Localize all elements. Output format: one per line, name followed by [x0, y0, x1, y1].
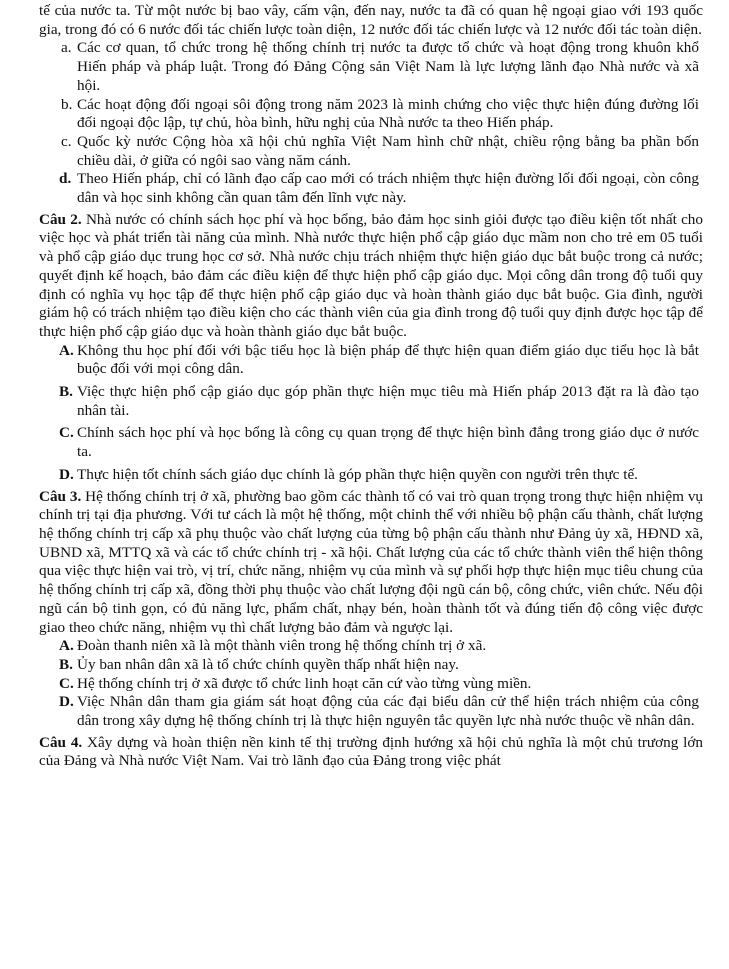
option-label: d. — [59, 170, 72, 188]
option-text: Các cơ quan, tổ chức trong hệ thống chính trị nước ta được tổ chức và hoạt động trong khuôn khổ Hiến pháp và pháp luật. Trong đó Đảng Cộng sản Việt Nam là lực lượng lãnh đạo Nhà nước và xã hội. — [77, 39, 699, 94]
q1-option-b — [39, 96, 703, 133]
option-label: a. — [61, 39, 72, 57]
option-text: Chính sách học phí và học bổng là công cụ quan trọng để thực hiện bình đẳng trong giáo dục ở nước ta. — [77, 424, 699, 461]
question-text: Nhà nước có chính sách học phí và học bổng, bảo đảm học sinh giỏi được tạo điều kiện tốt nhất cho việc học và phát triển tài năng của mình. Nhà nước thực hiện phổ cập giáo dục mầm non cho trẻ em 05 tuổi và phổ cập giáo dục trung học cơ sở. Nhà nước chịu trách nhiệm thực hiện giáo dục bắt buộc trong cả nước; quyết định kế hoạch, bảo đảm các điều kiện để thực hiện phổ cập giáo dục. Mọi công dân trong độ tuổi quy định có nghĩa vụ học tập để thực hiện phổ cập giáo dục và hoàn thành giáo dục bắt buộc. Gia đình, người giám hộ có trách nhiệm tạo điều kiện cho các thành viên của gia đình trong độ tuổi quy định được học tập để thực hiện phổ cập giáo dục và hoàn thành giáo dục bắt buộc. — [39, 210, 703, 340]
question-title: Câu 3. — [39, 487, 82, 505]
question-4 — [39, 734, 703, 771]
option-label: B. — [59, 655, 73, 673]
question-text: Xây dựng và hoàn thiện nền kinh tế thị trường định hướng xã hội chủ nghĩa là một chủ trương lớn của Đảng và Nhà nước Việt Nam. Vai trò lãnh đạo của Đảng trong việc phát — [39, 733, 704, 770]
option-text: Thực hiện tốt chính sách giáo dục chính là góp phần thực hiện quyền con người trên thực tế. — [77, 465, 638, 483]
question-title: Câu 4. — [39, 733, 83, 751]
option-label: D. — [59, 693, 74, 711]
intro-paragraph: tế của nước ta. Từ một nước bị bao vây, cấm vận, đến nay, nước ta đã có quan hệ ngoại giao với 193 quốc gia, trong đó có 6 nước đối tác chiến lược toàn diện, 12 nước đối tác chiến lược và 12 nước đối tác toàn diện. — [39, 2, 703, 38]
q1-option-c — [39, 133, 703, 170]
option-text: Quốc kỳ nước Cộng hòa xã hội chủ nghĩa Việt Nam hình chữ nhật, chiều rộng bằng ba phần bốn chiều dài, ở giữa có ngôi sao vàng năm cánh. — [77, 132, 699, 169]
option-text: Ủy ban nhân dân xã là tổ chức chính quyền thấp nhất hiện nay. — [77, 655, 459, 673]
q2-options — [39, 342, 703, 485]
q1-options — [39, 39, 703, 207]
q3-options — [39, 637, 703, 731]
q3-option-d — [39, 693, 703, 730]
option-text: Các hoạt động đối ngoại sôi động trong năm 2023 là minh chứng cho việc thực hiện đúng đường lối đối ngoại độc lập, tự chủ, hòa bình, hữu nghị của Nhà nước ta theo Hiến pháp. — [77, 95, 699, 132]
option-label: A. — [59, 341, 74, 359]
option-label: C. — [59, 674, 74, 692]
option-label: A. — [59, 637, 74, 655]
option-text: Việc thực hiện phổ cập giáo dục góp phần thực hiện mục tiêu mà Hiến pháp 2013 đặt ra là đào tạo nhân tài. — [77, 383, 699, 419]
q1-option-d — [39, 170, 703, 207]
option-text: Đoàn thanh niên xã là một thành viên trong hệ thống chính trị ở xã. — [77, 637, 487, 655]
option-text: Không thu học phí đối với bậc tiểu học là biện pháp để thực hiện quan điểm giáo dục tiểu học là bắt buộc đối với mọi công dân. — [77, 341, 699, 378]
question-title: Câu 2. — [39, 210, 82, 228]
question-text: Hệ thống chính trị ở xã, phường bao gồm các thành tố có vai trò quan trọng trong thực hiện nhiệm vụ chính trị tại địa phương. Với tư cách là một hệ thống, một chỉnh thể với nhiều bộ phận cấu thành, chất lượng hệ thống chính trị cấp xã phụ thuộc vào chất lượng của từng bộ phận cấu thành như Đảng ủy xã, HĐND xã, UBND xã, MTTQ xã và các tổ chức chính trị - xã hội. Chất lượng của các tổ chức thành viên thể hiện thông qua việc thực hiện vai trò, vị trí, chức năng, nhiệm vụ của mình và sự phối hợp thực hiện mục tiêu chung của hệ thống chính trị cấp xã, đồng thời phụ thuộc vào chất lượng đội ngũ cán bộ, công chức, viên chức. Nếu đội ngũ cán bộ tinh gọn, có đủ năng lực, phẩm chất, nhạy bén, hoàn thành tốt và đúng tiến độ công việc được giao theo chức năng, nhiệm vụ thì chất lượng bảo đảm và ngược lại. — [39, 487, 704, 636]
option-text: Theo Hiến pháp, chỉ có lãnh đạo cấp cao mới có trách nhiệm thực hiện đường lối đối ngoại, còn công dân và học sinh không cần quan tâm đến lĩnh vực này. — [77, 170, 699, 207]
q2-option-c — [39, 424, 703, 461]
option-label: c. — [61, 132, 72, 150]
question-3 — [39, 488, 703, 638]
option-label: B. — [59, 383, 73, 401]
option-label: b. — [61, 95, 73, 113]
option-label: D. — [59, 465, 74, 483]
question-2 — [39, 211, 703, 342]
q2-option-a — [39, 342, 703, 379]
option-text: Hệ thống chính trị ở xã được tổ chức linh hoạt căn cứ vào từng vùng miền. — [77, 674, 532, 692]
q2-option-d — [39, 466, 703, 485]
q2-option-b — [39, 383, 703, 420]
q1-option-a — [39, 39, 703, 95]
q3-option-a — [39, 637, 703, 656]
q3-option-b — [39, 656, 703, 675]
option-label: C. — [59, 424, 74, 442]
q3-option-c — [39, 675, 703, 694]
option-text: Việc Nhân dân tham gia giám sát hoạt động của các đại biểu dân cử thể hiện trách nhiệm của công dân trong xây dựng hệ thống chính trị là thực hiện nguyên tắc quyền lực nhà nước thuộc về nhân dân. — [77, 693, 699, 730]
